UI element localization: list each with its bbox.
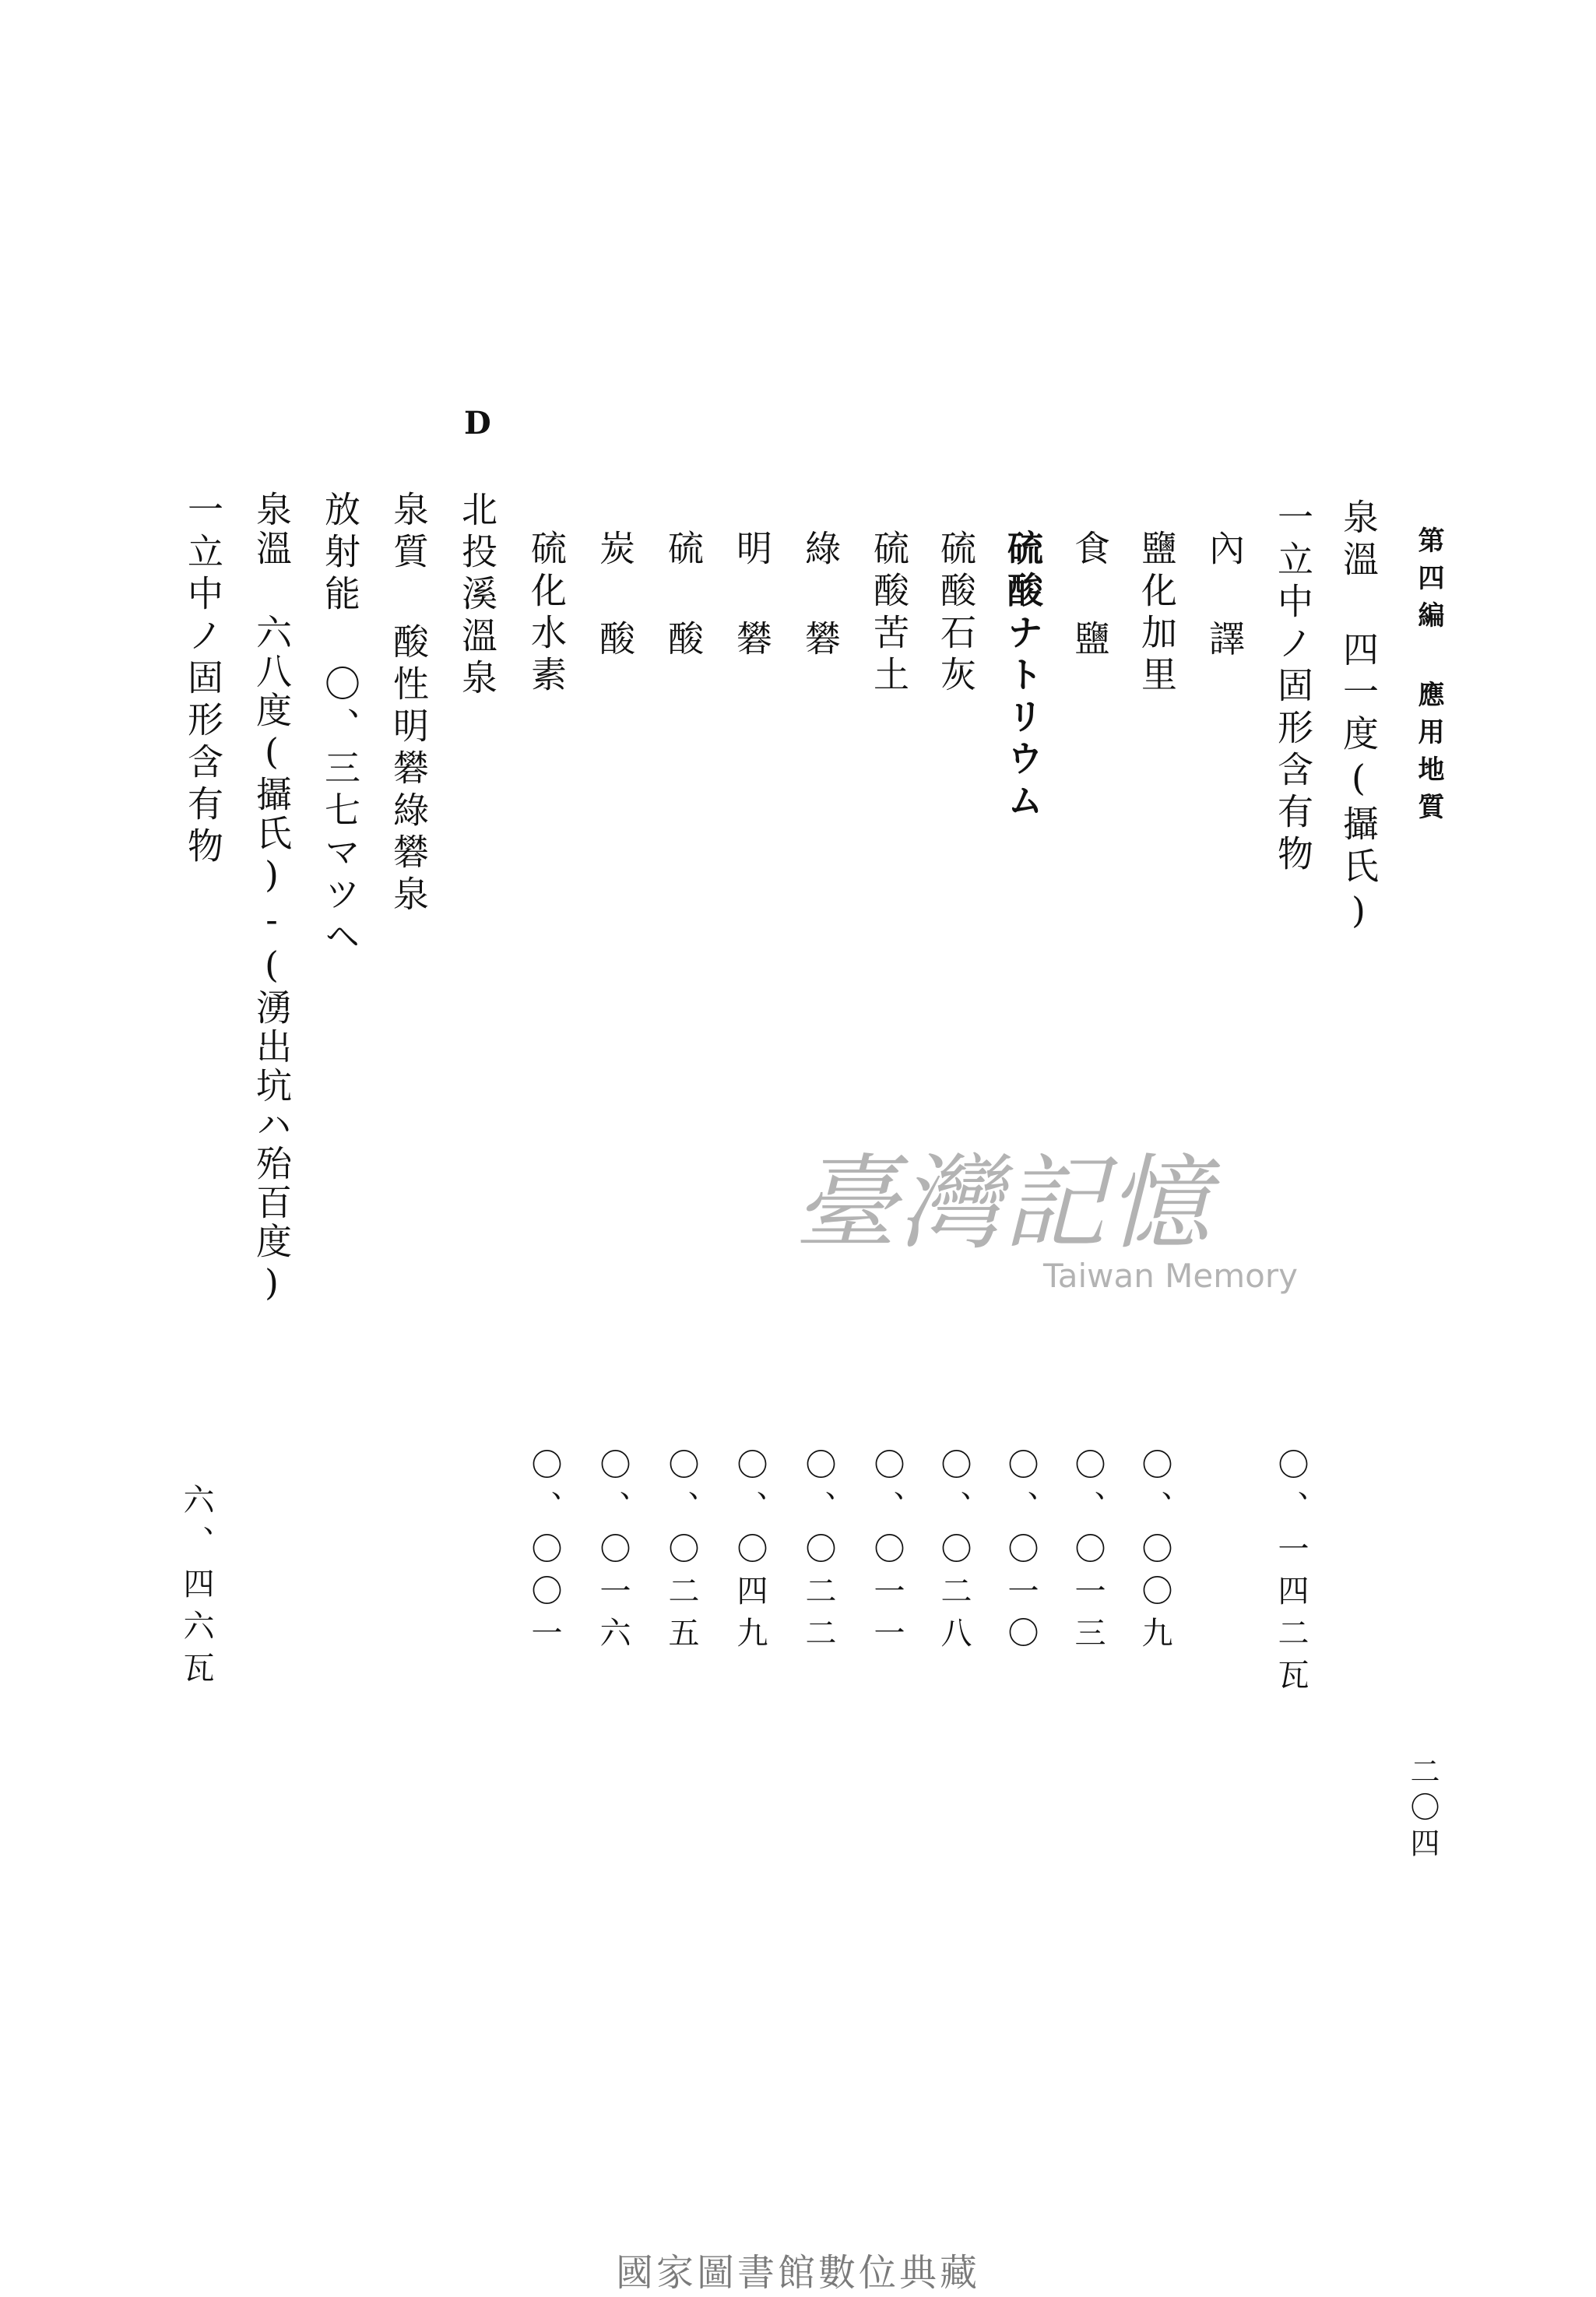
item-name: 硫化水素	[526, 529, 568, 698]
section-letter: D	[464, 405, 491, 441]
item-name: 硫 酸	[663, 529, 705, 662]
item-value: 〇、〇四九	[732, 1448, 768, 1659]
item-value: 〇、〇〇一	[526, 1448, 562, 1659]
breakdown-title: 內 譯	[1204, 529, 1246, 662]
item-value: 〇、〇〇九	[1137, 1448, 1172, 1659]
item-name: 硫酸苦土	[868, 529, 910, 698]
item-value: 〇、〇一三	[1070, 1448, 1106, 1659]
item-value: 〇、〇二二	[800, 1448, 836, 1659]
page-number: 二〇四	[1405, 1756, 1440, 1863]
item-value: 〇、〇二八	[936, 1448, 972, 1659]
solids-heading: 一立中ノ固形含有物	[1272, 498, 1314, 877]
item-value: 〇、〇一一	[869, 1448, 905, 1659]
watermark-english: Taiwan Memory	[1043, 1257, 1298, 1295]
watermark	[794, 1144, 1308, 1324]
hot-spring-name: 北投溪溫泉	[456, 491, 498, 701]
radioactivity: 放射能 〇、三七マツヘ	[319, 491, 361, 959]
item-name: 綠 礬	[800, 529, 842, 662]
solids-heading-2: 一立中ノ固形含有物	[182, 491, 224, 869]
item-name: 硫酸ナトリウム	[1002, 529, 1044, 824]
spring-quality: 泉質 酸性明礬綠礬泉	[388, 491, 430, 917]
item-value: 〇、〇二五	[663, 1448, 699, 1659]
item-name: 鹽化加里	[1136, 529, 1178, 698]
item-value: 〇、〇一六	[595, 1448, 631, 1659]
solids-value-2: 六、四六瓦	[178, 1483, 214, 1694]
item-name: 炭 酸	[594, 529, 636, 662]
watermark-logo-text: 臺灣記憶	[794, 1144, 1211, 1264]
item-name: 硫酸石灰	[935, 529, 977, 698]
item-value: 〇、〇一〇	[1003, 1448, 1039, 1659]
item-name: 明 礬	[731, 529, 773, 662]
spring-temperature: 泉溫 四一度(攝氏)	[1338, 498, 1380, 937]
running-title: 第四編 應用地質	[1413, 526, 1444, 830]
spring-temperature-2: 泉溫 六八度(攝氏)-(湧出坑ハ殆百度)	[251, 491, 293, 1307]
total-value: 〇、一四二瓦	[1273, 1448, 1309, 1701]
item-name: 食 鹽	[1069, 529, 1111, 662]
library-footer: 國家圖書館數位典藏	[615, 2251, 980, 2295]
